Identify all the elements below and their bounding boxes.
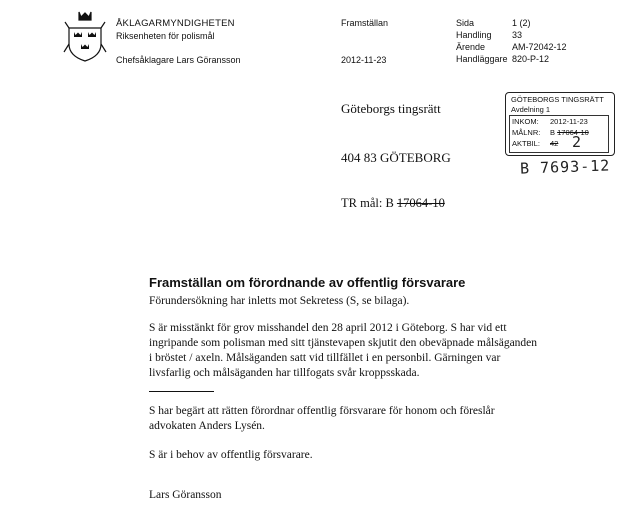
recipient-postal: 404 83 GÖTEBORG bbox=[341, 150, 451, 165]
paragraph-1: S är misstänkt för grov misshandel den 28 april 2012 i Göteborg. S har vid ett ingripande som polisman med sitt tjänstevapen skjutit den obeväpnade målsäganden i bröstet / axeln. Målsäganden satt vid tillfället i en personbil. Gärningen var livsfarlig och målsäganden har tillfogats svår kroppsskada. bbox=[149, 322, 538, 379]
stamp-court: GÖTEBORGS TINGSRÄTT bbox=[511, 95, 604, 104]
stamp-value-struck: 17064-10 bbox=[557, 128, 589, 137]
recipient-court: Göteborgs tingsrätt bbox=[341, 101, 441, 116]
stamp-division: Avdelning 1 bbox=[511, 105, 551, 114]
separator-line bbox=[149, 391, 214, 392]
stamp-label: AKTBIL: bbox=[512, 139, 540, 148]
reception-stamp bbox=[505, 92, 615, 156]
case-prefix: TR mål: B bbox=[341, 196, 394, 210]
official-name: Chefsåklagare Lars Göransson bbox=[116, 55, 241, 65]
paragraph-3: S är i behov av offentlig försvarare. bbox=[149, 449, 313, 461]
doc-type: Framställan bbox=[341, 18, 389, 28]
stamp-value: B bbox=[550, 128, 556, 137]
stamp-fields bbox=[509, 115, 609, 153]
meta-label: Ärende bbox=[456, 42, 486, 52]
case-number-struck: 17064-10 bbox=[396, 196, 445, 210]
unit-name: Riksenheten för polismål bbox=[116, 31, 215, 41]
handwritten-case-number: B 7693-12 bbox=[519, 156, 611, 178]
meta-value: 1 (2) bbox=[512, 18, 531, 28]
agency-crest-icon bbox=[63, 8, 107, 64]
paragraph-2: S har begärt att rätten förordnar offentlig försvarare för honom och föreslår advokaten Anders Lysén. bbox=[149, 405, 495, 432]
stamp-value: 2012-11-23 bbox=[550, 117, 588, 126]
stamp-value-struck: 42 bbox=[550, 139, 559, 148]
document-title: Framställan om förordnande av offentlig försvarare bbox=[149, 275, 466, 290]
stamp-case bbox=[550, 128, 589, 138]
signature: Lars Göransson bbox=[149, 489, 222, 501]
stamp-label: INKOM: bbox=[512, 117, 539, 126]
agency-name: ÅKLAGARMYNDIGHETEN bbox=[116, 18, 235, 29]
meta-value: 820-P-12 bbox=[512, 54, 550, 64]
meta-label: Handläggare bbox=[456, 54, 508, 64]
stamp-handwritten-number: 2 bbox=[572, 133, 582, 151]
meta-label: Handling bbox=[456, 30, 492, 40]
meta-value: AM-72042-12 bbox=[512, 42, 567, 52]
doc-date: 2012-11-23 bbox=[341, 55, 387, 65]
case-reference bbox=[341, 196, 445, 211]
meta-label: Sida bbox=[456, 18, 475, 28]
intro-text: Förundersökning har inletts mot Sekretess (S, se bilaga). bbox=[149, 295, 410, 307]
stamp-label: MÅLNR: bbox=[512, 128, 541, 137]
meta-value: 33 bbox=[512, 30, 523, 40]
